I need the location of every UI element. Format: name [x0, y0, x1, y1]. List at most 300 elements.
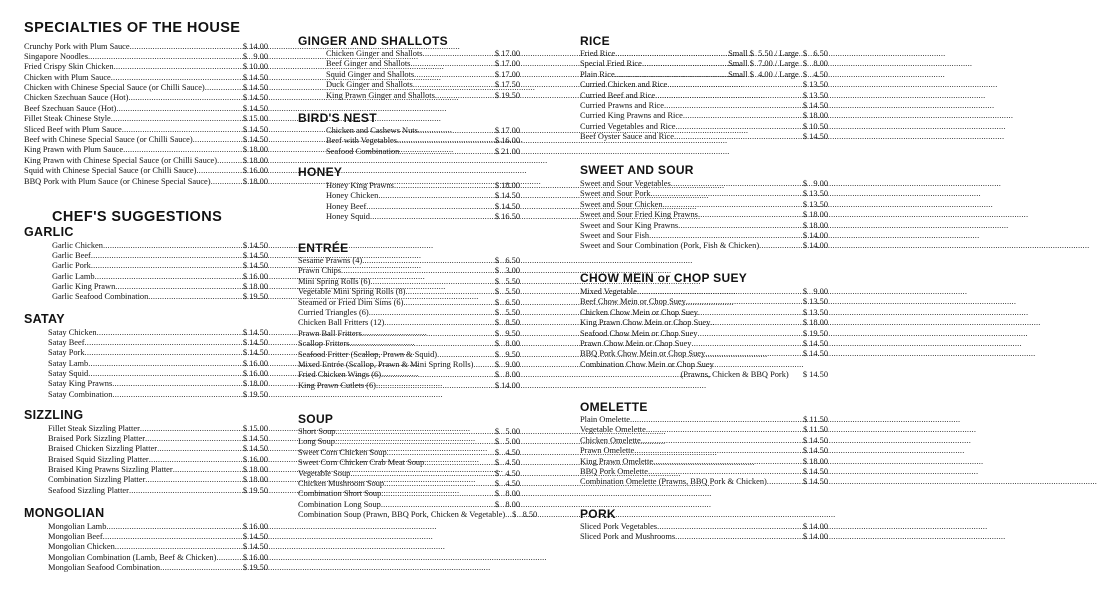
- menu-item: [24, 135, 268, 145]
- item-name: Mongolian Seafood Combination: [48, 563, 161, 573]
- item-price: $ 11.50: [803, 415, 828, 424]
- item-price: $ 14.00: [494, 380, 520, 390]
- dot-leader: [384, 318, 492, 328]
- item-name: Chicken Szechuan Sauce (Hot): [24, 93, 129, 103]
- item-price: $ 15.00: [242, 114, 268, 124]
- item-price: $ 14.50: [242, 240, 268, 250]
- item-price: $ 14.50: [802, 100, 828, 110]
- item-name: Sweet and Sour Vegetables: [580, 179, 671, 188]
- item-price: $ 4.50: [494, 447, 520, 457]
- item-name: Beef Szechuan Sauce (Hot): [24, 103, 117, 113]
- menu-item: [48, 292, 268, 302]
- dot-leader: [103, 241, 240, 251]
- menu-item: [580, 241, 828, 251]
- menu-item: [48, 455, 268, 465]
- item-price: $ 14.50: [802, 435, 828, 445]
- item-price: $ 9.00: [802, 287, 828, 296]
- item-price: $ 14.50: [242, 250, 268, 260]
- item-name: King Prawn Cutlets (6): [298, 380, 376, 390]
- item-name: Chicken Omelette: [580, 435, 641, 445]
- item-name: Chicken Mushroom Soup: [298, 478, 385, 488]
- item-price: $ 16.00: [242, 521, 268, 531]
- menu-item: [326, 70, 520, 80]
- menu-item: [48, 542, 268, 552]
- section-title: CHOW MEIN or CHOP SUEY: [580, 271, 748, 285]
- item-name: Braised Squid Sizzling Platter: [48, 454, 149, 464]
- menu-item: [298, 287, 520, 297]
- dot-leader: [414, 70, 492, 80]
- item-price: $ 19.50: [242, 292, 268, 302]
- item-price: $ 14.50: [802, 349, 828, 359]
- item-price: $ 19.50: [242, 389, 268, 399]
- dot-leader: [405, 287, 491, 297]
- item-list: [580, 415, 828, 488]
- item-name: Sweet Corn Chicken Crab Meat Soup: [298, 458, 425, 468]
- dot-leader: [362, 329, 492, 339]
- section-sizzling: [24, 409, 268, 496]
- dot-leader: [112, 390, 239, 400]
- menu-item: [298, 458, 520, 468]
- menu-item: [48, 390, 268, 400]
- item-price: $ 17.00: [494, 59, 520, 69]
- dot-leader: [413, 80, 492, 90]
- menu-item: [298, 448, 520, 458]
- item-name: Short Soup: [298, 427, 336, 436]
- item-price: $ 14.00: [802, 241, 828, 251]
- menu-item: [24, 83, 268, 93]
- item-price: $ 9.00: [242, 51, 268, 61]
- item-price: $ 18.00: [242, 282, 268, 292]
- section-title: SPECIALTIES OF THE HOUSE: [24, 20, 241, 36]
- item-name: Mongolian Chicken: [48, 542, 115, 552]
- menu-item: [326, 147, 520, 157]
- item-price: $ 14.50: [494, 191, 520, 201]
- item-price: $ 19.50: [802, 328, 828, 338]
- menu-item: [580, 522, 828, 532]
- section-title: HONEY: [298, 165, 343, 179]
- item-price: $ 18.00: [802, 210, 828, 220]
- item-name: Combination Long Soup: [298, 499, 381, 509]
- section-title: BIRD'S NEST: [298, 111, 377, 125]
- dot-leader: [675, 122, 799, 132]
- item-name: King Prawn with Chinese Special Sauce (or Chilli Sauce): [24, 155, 218, 165]
- item-price: $ 14.50: [242, 93, 268, 103]
- item-list: [24, 42, 268, 187]
- menu-item: [298, 469, 520, 479]
- item-name: Seafood Sizzling Platter: [48, 485, 129, 495]
- menu-item: [48, 553, 268, 563]
- dot-leader: [403, 298, 492, 308]
- item-name: King Prawn Chow Mein or Chop Suey: [580, 318, 711, 328]
- item-list: [580, 287, 828, 360]
- item-name: Braised King Prawns Sizzling Platter: [48, 465, 173, 475]
- item-name: Chicken with Chinese Special Sauce (or Chilli Sauce): [24, 83, 205, 93]
- item-price: $ 4.50: [494, 478, 520, 488]
- item-name: Garlic Lamb: [52, 271, 95, 281]
- dot-leader: [649, 231, 800, 241]
- menu-item: [326, 59, 520, 69]
- dot-leader: [130, 42, 240, 52]
- item-price: $ 8.00: [494, 339, 520, 349]
- item-price: $ 17.50: [494, 80, 520, 90]
- item-name: Seafood Combination: [326, 146, 400, 156]
- menu-item: [326, 212, 520, 222]
- item-name: Curried Chicken and Rice: [580, 80, 668, 90]
- menu-item: [580, 91, 828, 101]
- dot-leader: [435, 91, 492, 101]
- item-price: $ 16.00: [242, 552, 268, 562]
- dot-leader: [145, 434, 240, 444]
- item-name: Sliced Pork Vegetables: [580, 522, 658, 531]
- dot-leader: [140, 424, 240, 434]
- dot-leader: [473, 360, 491, 370]
- item-name: Honey King Prawns: [326, 181, 394, 190]
- item-name: Chicken Ginger and Shallots: [326, 49, 423, 58]
- item-price: $ 14.50: [242, 72, 268, 82]
- item-name: Mongolian Lamb: [48, 521, 107, 531]
- menu-item: [580, 59, 828, 69]
- item-price: $ 9.00: [802, 179, 828, 188]
- menu-item-combination: [580, 360, 828, 370]
- item-price: $ 5.50: [494, 287, 520, 297]
- item-price: $ 14.50: [242, 542, 268, 552]
- item-name: Honey Beef: [326, 201, 367, 211]
- dot-leader: [115, 282, 240, 292]
- menu-item: [24, 166, 268, 176]
- section-title: GARLIC: [24, 225, 74, 239]
- menu-item: [298, 339, 520, 349]
- item-price: $ 14.50: [802, 338, 828, 348]
- item-list: [298, 126, 520, 157]
- item-price: $ 14.50: [242, 135, 268, 145]
- item-detail: (Prawns, Chicken & BBQ Pork): [680, 370, 789, 380]
- item-price: $ 10.50: [802, 121, 828, 131]
- item-name: Combination Short Soup: [298, 489, 382, 499]
- item-name: Mixed Entrée (Scallop, Prawn & Mini Spring Rolls): [298, 359, 474, 369]
- section-title: PORK: [580, 507, 616, 521]
- dot-leader: [160, 563, 240, 573]
- menu-item: [24, 62, 268, 72]
- dot-leader: [381, 500, 492, 510]
- menu-item: [580, 179, 828, 189]
- item-name: Satay Pork: [48, 348, 85, 358]
- item-price: $ 6.50: [494, 256, 520, 265]
- item-price: $ 9.00: [494, 359, 520, 369]
- dot-leader: [697, 329, 799, 339]
- item-list: [24, 522, 268, 574]
- item-name: Plain Rice: [580, 69, 615, 79]
- dot-leader: [410, 59, 491, 69]
- menu-item: [298, 437, 520, 447]
- dot-leader: [366, 202, 492, 212]
- item-price: $ 14.00: [242, 41, 268, 51]
- dot-leader: [193, 135, 240, 145]
- item-price: $ 14.00: [802, 532, 828, 542]
- menu-item: [48, 369, 268, 379]
- menu-item: [24, 52, 268, 62]
- menu-item: [24, 73, 268, 83]
- item-price: $ 16.00: [242, 166, 268, 176]
- item-name: Satay Beef: [48, 337, 85, 347]
- menu-item: [326, 126, 520, 136]
- item-price: $ 19.50: [242, 563, 268, 573]
- item-price: $ 18.00: [802, 111, 828, 121]
- item-price: $ 8.00: [494, 489, 520, 499]
- menu-item: [298, 308, 520, 318]
- menu-item: [580, 101, 828, 111]
- section-title: SATAY: [24, 312, 65, 326]
- menu-item: [580, 231, 828, 241]
- dot-leader: [88, 52, 240, 62]
- menu-item: [580, 189, 828, 199]
- dot-leader: [646, 425, 800, 435]
- item-name: Sweet and Sour Fish: [580, 230, 650, 240]
- dot-leader: [369, 308, 492, 318]
- item-name: Fried Chicken Wings (6): [298, 370, 382, 380]
- item-price: $ 14.50: [802, 446, 828, 456]
- item-price: $ 14.50: [802, 477, 828, 487]
- item-name: Braised Pork Sizzling Platter: [48, 433, 145, 443]
- menu-item: [580, 467, 828, 477]
- dot-leader: [362, 256, 492, 266]
- item-name: Garlic Pork: [52, 261, 91, 271]
- dot-leader: [667, 80, 800, 90]
- item-price: $ 14.50: [242, 433, 268, 443]
- item-name: Garlic King Prawn: [52, 282, 116, 292]
- item-price: $ 16.00: [242, 271, 268, 281]
- dot-leader: [698, 210, 800, 220]
- item-name: Vegetable Mini Spring Rolls (8): [298, 287, 406, 297]
- dot-leader: [663, 200, 800, 210]
- item-price: $ 8.50: [512, 510, 538, 520]
- dot-leader: [650, 189, 799, 199]
- dot-leader: [381, 370, 492, 380]
- item-name: Combination Omelette (Prawns, BBQ Pork & Chicken): [580, 477, 767, 487]
- item-name: Beef Oyster Sauce and Rice: [580, 132, 674, 142]
- item-name: Sweet and Sour Pork: [580, 189, 651, 199]
- section-title: RICE: [580, 34, 610, 48]
- section-title: SOUP: [298, 412, 334, 426]
- item-price: $ 10.00: [242, 62, 268, 72]
- item-price: $ 14.50: [242, 327, 268, 337]
- dot-leader: [112, 379, 240, 389]
- dot-leader: [145, 475, 240, 485]
- menu-item: [24, 156, 268, 166]
- item-name: King Prawn Omelette: [580, 456, 654, 466]
- menu-item: [48, 328, 268, 338]
- item-name: Steamed or Fried Dim Sims (6): [298, 297, 404, 307]
- dot-leader: [686, 297, 800, 307]
- item-list: [298, 49, 520, 101]
- menu-item: [48, 434, 268, 444]
- dot-leader: [335, 427, 491, 437]
- dot-leader: [129, 486, 240, 496]
- item-name: Mini Spring Rolls (6): [298, 276, 371, 286]
- section-satay: [24, 313, 268, 400]
- dot-leader: [211, 177, 240, 187]
- menu-item: [580, 349, 828, 359]
- menu-item: [48, 532, 268, 542]
- item-price: $ 18.00: [802, 456, 828, 466]
- item-price: $ 13.50: [802, 90, 828, 100]
- menu-item: [580, 436, 828, 446]
- item-name: Satay Chicken: [48, 327, 97, 337]
- section-title: OMELETTE: [580, 400, 648, 414]
- menu-item: [298, 298, 520, 308]
- item-price: $ 6.50: [494, 297, 520, 307]
- menu-item: [580, 200, 828, 210]
- item-name: Seafood Chow Mein or Chop Suey: [580, 328, 698, 338]
- dot-leader: [683, 111, 800, 121]
- item-name: Chicken and Cashews Nuts: [326, 126, 418, 135]
- menu-item: [326, 181, 520, 191]
- item-price: $ 16.00: [242, 369, 268, 379]
- item-name: Beef Chow Mein or Chop Suey: [580, 297, 686, 307]
- menu-item: [326, 202, 520, 212]
- item-price: $ 5.50: [494, 276, 520, 286]
- item-price: $ 14.50: [802, 132, 828, 142]
- dot-leader: [128, 93, 239, 103]
- item-price: $ 14.50: [242, 103, 268, 113]
- item-name: Fillet Steak Sizzling Platter: [48, 423, 140, 433]
- menu-item: [48, 359, 268, 369]
- item-name: Prawn Omelette: [580, 446, 635, 456]
- section-chow-mein: [580, 272, 828, 381]
- item-price: $ 18.00: [802, 318, 828, 328]
- menu-item: [326, 191, 520, 201]
- section-chefs-suggestions: [24, 210, 268, 225]
- item-price: $ 14.50: [242, 337, 268, 347]
- menu-item: [580, 49, 828, 59]
- dot-leader: [205, 83, 240, 93]
- menu-item: [48, 424, 268, 434]
- dot-leader: [123, 145, 240, 155]
- item-name: King Prawn Ginger and Shallots: [326, 90, 435, 100]
- menu-item: [580, 446, 828, 456]
- section-omelette: [580, 401, 828, 488]
- dot-leader: [387, 448, 492, 458]
- item-name: Sweet and Sour Chicken: [580, 199, 663, 209]
- menu-item: [326, 49, 520, 59]
- menu-item: [580, 221, 828, 231]
- item-list: [298, 427, 538, 521]
- item-price: $ 19.50: [494, 90, 520, 100]
- dot-leader: [655, 91, 800, 101]
- section-mongolian: [24, 507, 268, 573]
- menu-item: [24, 114, 268, 124]
- menu-item: [48, 563, 268, 573]
- dot-leader: [350, 469, 492, 479]
- item-price: Small $ 5.50 / Large $ 6.50: [728, 49, 828, 58]
- item-detail-line: [580, 370, 828, 380]
- menu-item: [580, 122, 828, 132]
- item-name: Prawn Chips: [298, 266, 342, 276]
- menu-item: [24, 104, 268, 114]
- item-price: $ 15.00: [242, 423, 268, 433]
- menu-item: [298, 360, 520, 370]
- dot-leader: [399, 147, 492, 157]
- dot-leader: [634, 446, 800, 456]
- dot-leader: [759, 241, 800, 251]
- dot-leader: [91, 261, 240, 271]
- item-name: Mongolian Combination (Lamb, Beef & Chicken): [48, 552, 217, 562]
- dot-leader: [424, 458, 492, 468]
- menu-item: [298, 489, 520, 499]
- section-title: ENTRÉE: [298, 241, 349, 255]
- dot-leader: [349, 339, 491, 349]
- section-soup: [298, 412, 538, 521]
- menu-item: [580, 457, 828, 467]
- item-price: $ 14.50: [242, 531, 268, 541]
- menu-item: [24, 177, 268, 187]
- item-name: Squid with Chinese Special Sauce (or Chilli Sauce): [24, 166, 197, 176]
- menu-item: [580, 111, 828, 121]
- section-ginger-shallots: [298, 35, 520, 101]
- item-name: Prawn Ball Fritters: [298, 328, 362, 338]
- item-price: $ 13.50: [802, 297, 828, 307]
- item-price: $ 18.00: [242, 176, 268, 186]
- dot-leader: [678, 221, 800, 231]
- menu-item: [48, 486, 268, 496]
- item-name: Seafood Fritter (Scallop, Prawn & Squid): [298, 349, 438, 359]
- item-name: Garlic Chicken: [52, 240, 103, 250]
- item-name: Sweet and Sour Combination (Pork, Fish & Chicken): [580, 241, 760, 251]
- item-name: Satay King Prawns: [48, 379, 113, 389]
- dot-leader: [418, 126, 492, 136]
- item-list: [24, 424, 268, 497]
- item-price: $ 14.00: [802, 230, 828, 240]
- dot-leader: [675, 532, 800, 542]
- menu-item: [48, 444, 268, 454]
- dot-leader: [674, 132, 800, 142]
- item-name: BBQ Pork with Plum Sauce (or Chinese Special Sauce): [24, 176, 211, 186]
- menu-item: [298, 329, 520, 339]
- item-price: $ 8.00: [494, 499, 520, 509]
- item-list: [580, 522, 828, 543]
- item-name: Sweet Corn Chicken Soup: [298, 447, 387, 457]
- menu-item: [580, 477, 828, 487]
- menu-item: [298, 500, 520, 510]
- menu-item: [580, 415, 828, 425]
- item-price: $ 18.00: [242, 379, 268, 389]
- item-price: $ 14.50: [242, 261, 268, 271]
- menu-item: [580, 132, 828, 142]
- menu-item: [298, 256, 520, 266]
- item-price: $ 5.00: [494, 427, 520, 436]
- item-name: Combination Soup (Prawn, BBQ Pork, Chicken & Vegetable): [298, 510, 506, 520]
- dot-leader: [106, 522, 239, 532]
- item-name: Fillet Steak Chinese Style: [24, 114, 111, 124]
- dot-leader: [381, 489, 492, 499]
- item-price: $ 18.00: [494, 181, 520, 190]
- dot-leader: [615, 49, 725, 59]
- menu-item: [48, 522, 268, 532]
- item-price: Small $ 4.00 / Large $ 4.50: [728, 69, 828, 79]
- item-name: Curried Triangles (6): [298, 307, 369, 317]
- menu-item: [298, 427, 520, 437]
- item-price: $ 14.50: [802, 466, 828, 476]
- menu-item: [48, 261, 268, 271]
- menu-item: [24, 93, 268, 103]
- menu-item: [580, 70, 828, 80]
- dot-leader: [710, 318, 800, 328]
- item-price: Small $ 7.00 / Large $ 8.00: [728, 59, 828, 69]
- item-name: BBQ Pork Omelette: [580, 466, 648, 476]
- item-name: Curried Beef and Rice: [580, 90, 656, 100]
- menu-item: [48, 465, 268, 475]
- dot-leader: [384, 479, 492, 489]
- dot-leader: [641, 436, 800, 446]
